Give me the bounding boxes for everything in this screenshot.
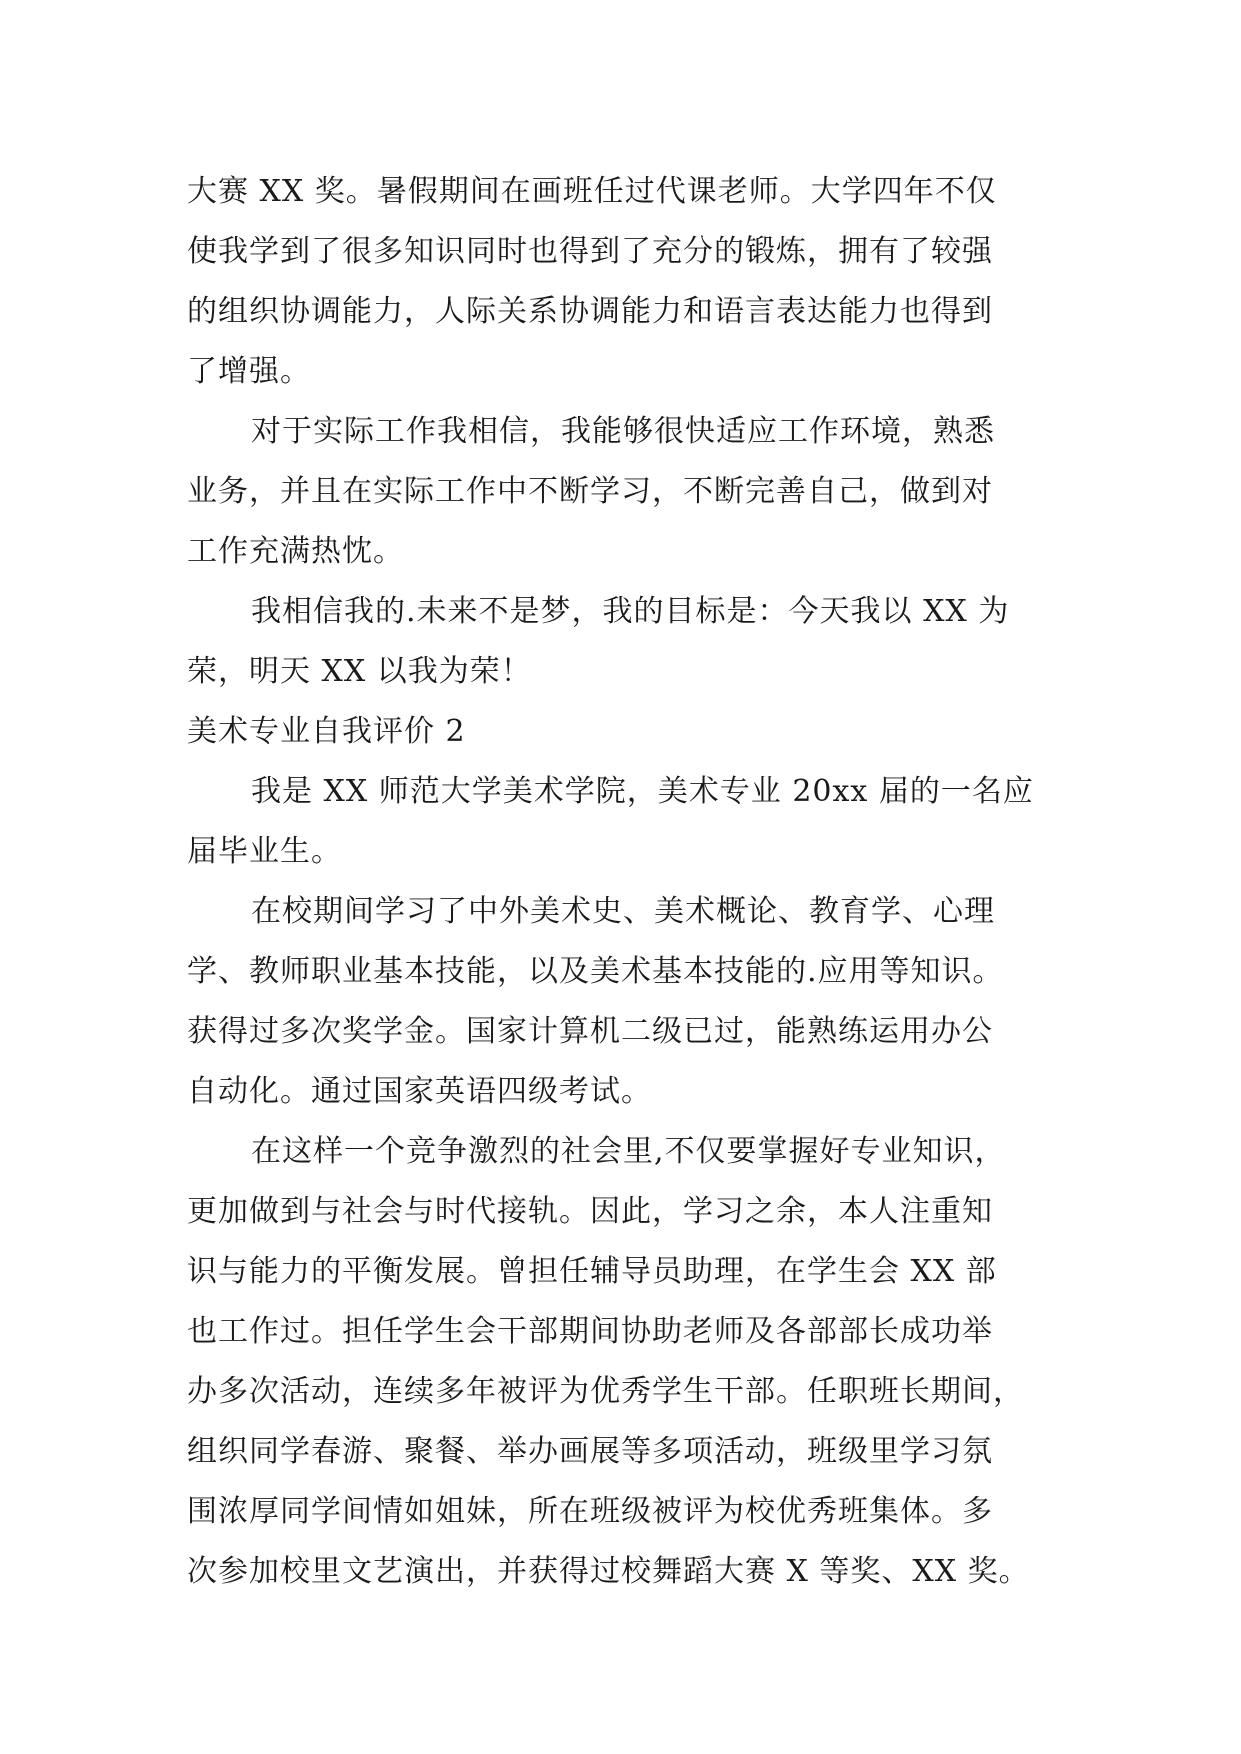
document-body [187, 162, 1067, 1602]
text-line: 更加做到与社会与时代接轨。因此，学习之余，本人注重知 [187, 1194, 993, 1229]
text-line: 工作充满热忱。 [187, 534, 404, 569]
text-line: 我相信我的.未来不是梦，我的目标是：今天我以 XX 为 [251, 594, 1010, 629]
text-line: 办多次活动，连续多年被评为优秀学生干部。任职班长期间， [187, 1374, 1024, 1409]
section-heading: 美术专业自我评价 2 [187, 714, 466, 749]
text-line: 在校期间学习了中外美术史、美术概论、教育学、心理 [251, 894, 995, 929]
text-line: 也工作过。担任学生会干部期间协助老师及各部部长成功举 [187, 1314, 993, 1349]
text-line: 组织同学春游、聚餐、举办画展等多项活动，班级里学习氛 [187, 1434, 993, 1469]
text-line: 荣，明天 XX 以我为荣！ [187, 654, 532, 689]
text-line: 获得过多次奖学金。国家计算机二级已过，能熟练运用办公 [187, 1014, 993, 1049]
text-line: 的组织协调能力，人际关系协调能力和语言表达能力也得到 [187, 294, 993, 329]
text-line: 在这样一个竞争激烈的社会里,不仅要掌握好专业知识， [251, 1134, 1006, 1169]
text-line: 届毕业生。 [187, 834, 342, 869]
text-line: 学、教师职业基本技能，以及美术基本技能的.应用等知识。 [187, 954, 1004, 989]
text-line: 对于实际工作我相信，我能够很快适应工作环境，熟悉 [251, 414, 995, 449]
text-line: 围浓厚同学间情如姐妹，所在班级被评为校优秀班集体。多 [187, 1494, 993, 1529]
text-line: 使我学到了很多知识同时也得到了充分的锻炼，拥有了较强 [187, 234, 993, 269]
text-line: 业务，并且在实际工作中不断学习，不断完善自己，做到对 [187, 474, 993, 509]
text-line: 自动化。通过国家英语四级考试。 [187, 1074, 652, 1109]
text-line: 我是 XX 师范大学美术学院，美术专业 20xx 届的一名应 [251, 774, 1034, 809]
text-line: 大赛 XX 奖。暑假期间在画班任过代课老师。大学四年不仅 [187, 174, 997, 209]
text-line: 识与能力的平衡发展。曾担任辅导员助理，在学生会 XX 部 [187, 1254, 997, 1289]
text-line: 次参加校里文艺演出，并获得过校舞蹈大赛 X 等奖、XX 奖。 [187, 1554, 1030, 1589]
text-line: 了增强。 [187, 354, 311, 389]
